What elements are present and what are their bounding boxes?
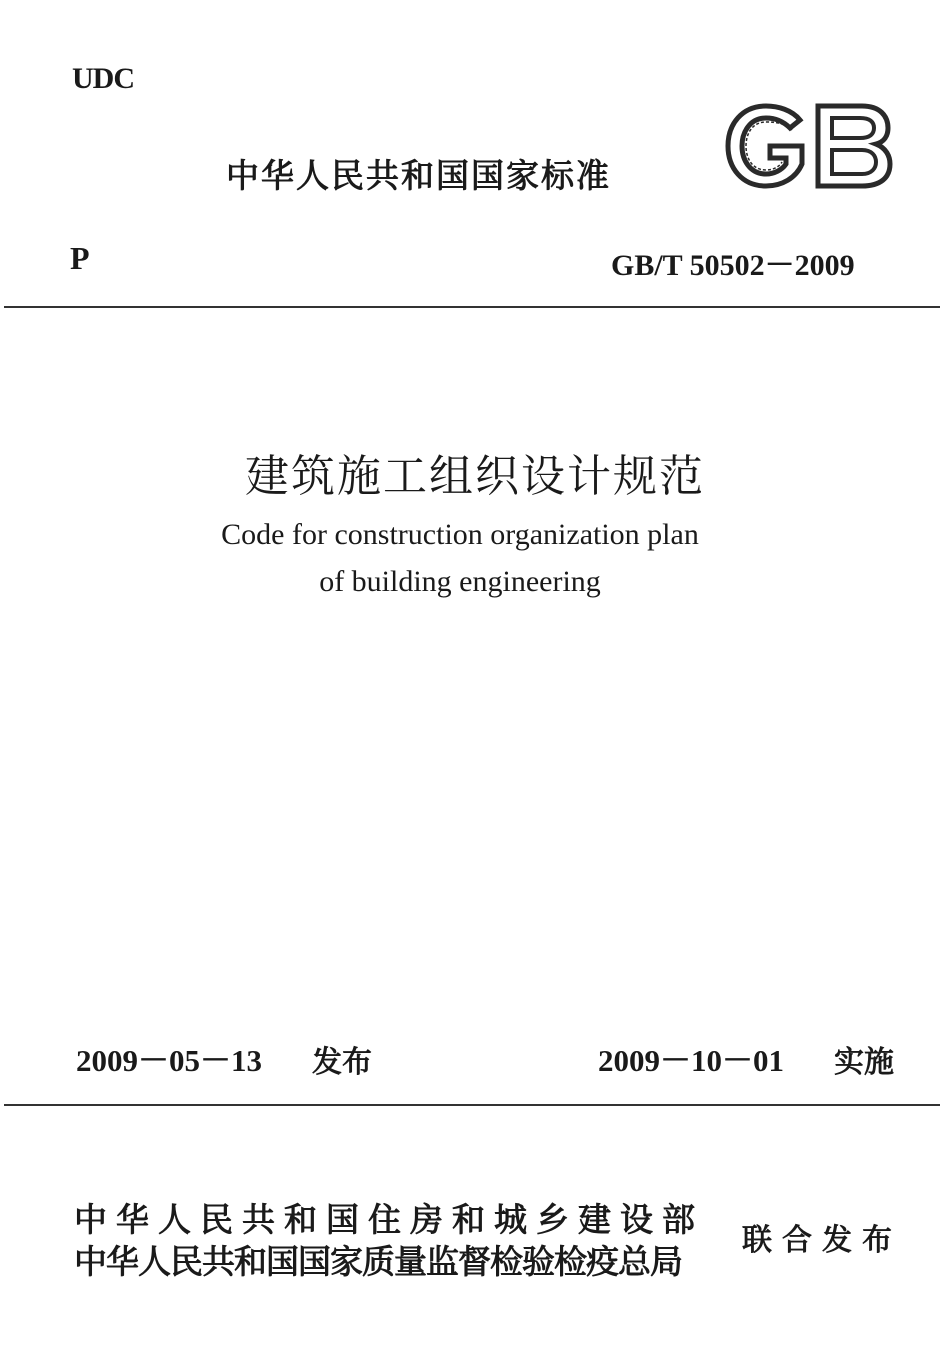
issuer-aqsiq: 中华人民共和国国家质量监督检验检疫总局 [74, 1242, 682, 1281]
implement-label: 实施 [834, 1045, 894, 1080]
national-standard-heading: 中华人民共和国国家标准 [226, 156, 611, 195]
gb-logo [722, 102, 894, 190]
udc-label: UDC [72, 62, 134, 95]
title-english-line2: of building engineering [319, 565, 601, 598]
title-chinese: 建筑施工组织设计规范 [245, 452, 705, 501]
implement-date: 2009－10－01 [598, 1043, 784, 1078]
classification-code: P [70, 240, 90, 276]
title-english-line1: Code for construction organization plan [221, 518, 699, 551]
issuer-ministry-housing: 中华人民共和国住房和城乡建设部 [74, 1200, 704, 1239]
standard-number: GB/T 50502－2009 [611, 249, 855, 282]
bottom-divider [4, 1104, 940, 1106]
gb-logo-text: GB [722, 102, 724, 103]
joint-issue-label: 联合发布 [742, 1223, 902, 1258]
publish-date: 2009－05－13 [76, 1043, 262, 1078]
publish-label: 发布 [312, 1045, 372, 1080]
top-divider [4, 306, 940, 308]
